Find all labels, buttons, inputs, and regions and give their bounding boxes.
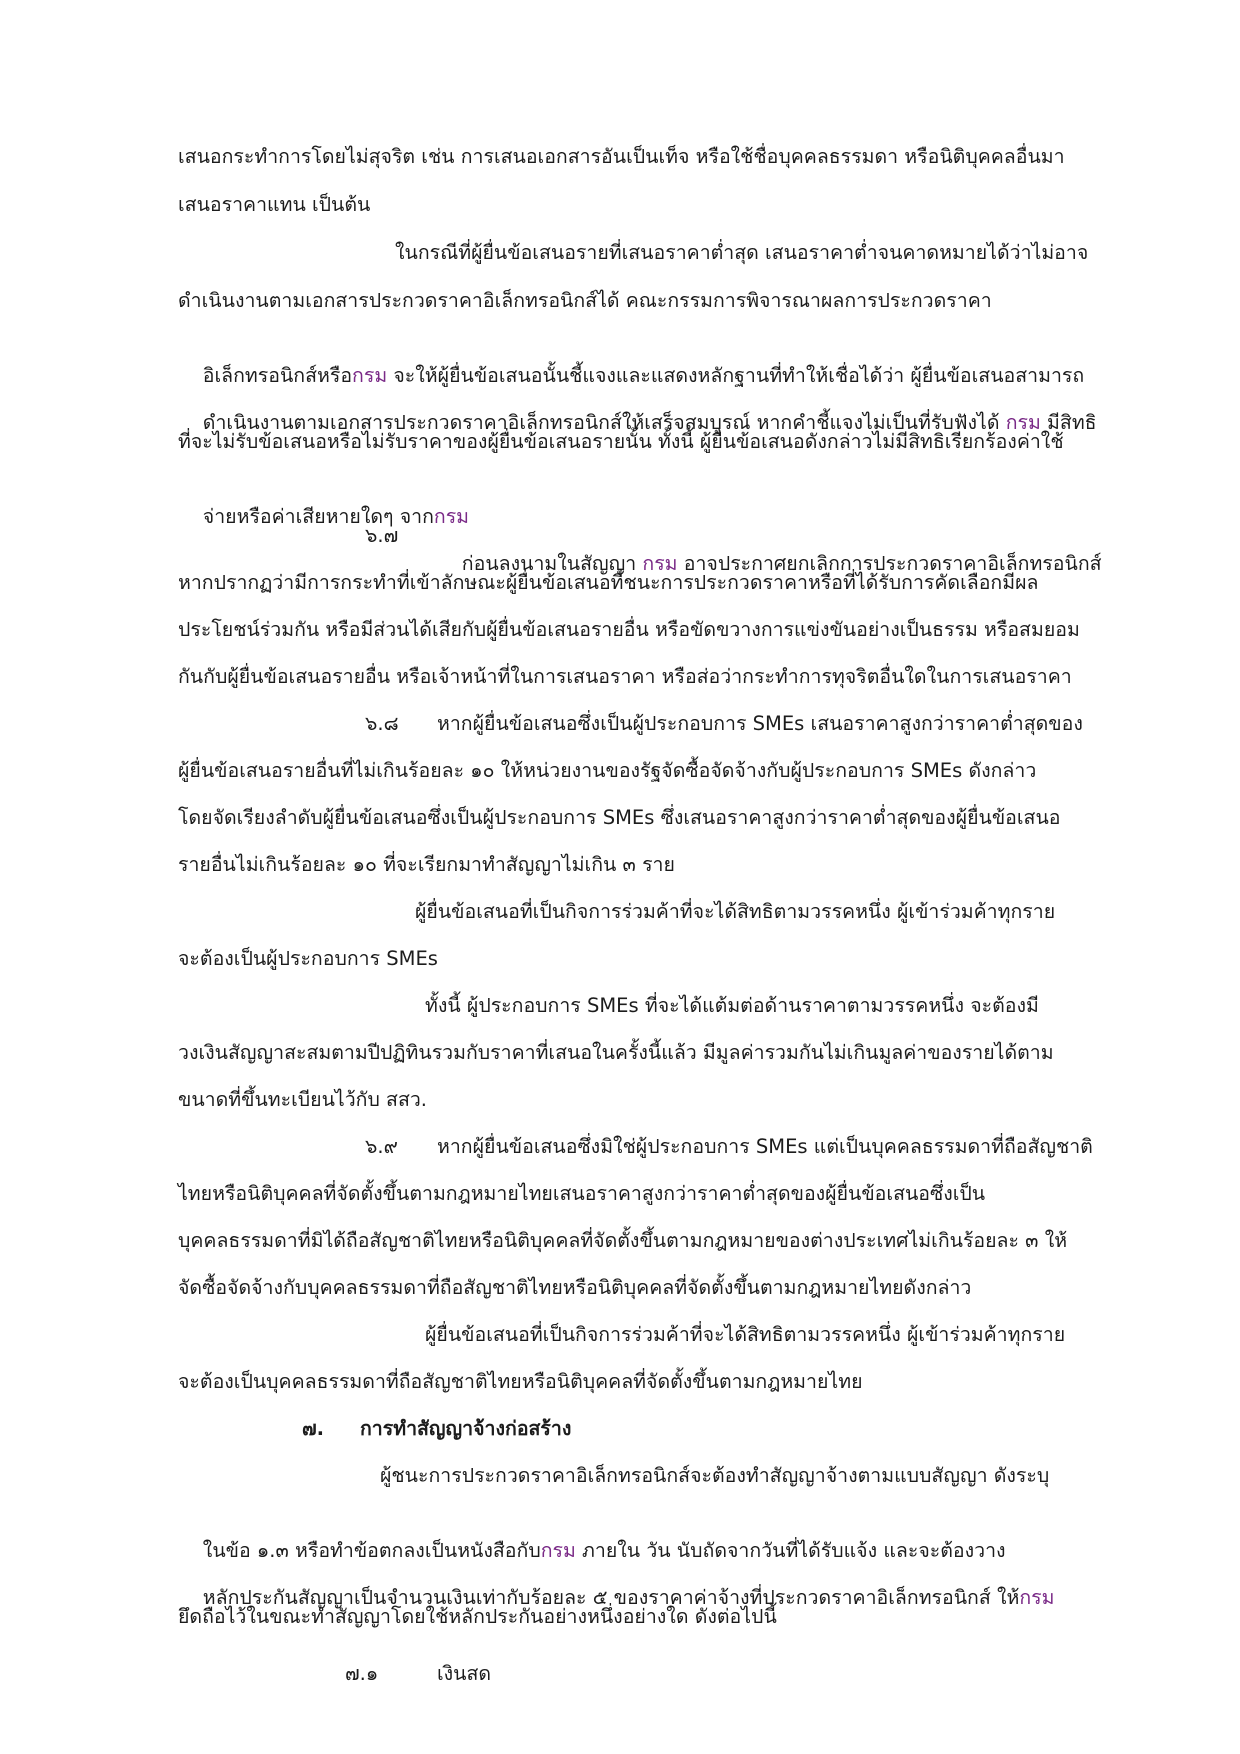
text-line [437, 522, 1117, 575]
section-number: ๖.๘ [365, 712, 399, 735]
text-line: โดยจัดเรียงลำดับผู้ยื่นข้อเสนอซึ่งเป็นผู้ประกอบการ SMEs ซึ่งเสนอราคาสูงกว่าราคาต่ำสุดของผู้ยื่นข้อเสนอ [178, 806, 1061, 829]
text-line: บุคคลธรรมดาที่มิได้ถือสัญชาติไทยหรือนิติบุคคลที่จัดตั้งขึ้นตามกฎหมายของต่างประเทศไม่เกินร้อยละ ๓ ให้ [178, 1229, 1068, 1252]
text-segment: อิเล็กทรอนิกส์หรือ [202, 364, 353, 387]
text-segment: จ่ายหรือค่าเสียหายใดๆ จาก [202, 505, 434, 528]
text-line: หากผู้ยื่นข้อเสนอซึ่งมิใช่ผู้ประกอบการ SMEs แต่เป็นบุคคลธรรมดาที่ถือสัญชาติ [437, 1135, 1093, 1158]
section-number: ๖.๙ [365, 1135, 398, 1158]
text-line: ไทยหรือนิติบุคคลที่จัดตั้งขึ้นตามกฎหมายไทยเสนอราคาสูงกว่าราคาต่ำสุดของผู้ยื่นข้อเสนอซึ่งเป็น [178, 1182, 986, 1205]
department-term: กรม [433, 505, 470, 528]
text-line: ในกรณีที่ผู้ยื่นข้อเสนอรายที่เสนอราคาต่ำสุด เสนอราคาต่ำจนคาดหมายได้ว่าไม่อาจ [395, 241, 1089, 264]
text-line: ยึดถือไว้ในขณะทำสัญญาโดยใช้หลักประกันอย่างหนึ่งอย่างใด ดังต่อไปนี้ [178, 1605, 777, 1628]
text-line: ที่จะไม่รับข้อเสนอหรือไม่รับราคาของผู้ยื่นข้อเสนอรายนั้น ทั้งนี้ ผู้ยื่นข้อเสนอดังกล่าวไม่มีสิทธิเรียกร้องค่าใช้ [178, 430, 1064, 453]
text-segment: ดำเนินงานตามเอกสารประกวดราคาอิเล็กทรอนิกส์ให้เสร็จสมบูรณ์ หากคำชี้แจงไม่เป็นที่รับฟังได้ [202, 411, 1006, 434]
department-term: กรม [1005, 411, 1041, 434]
text-line: เสนอราคาแทน เป็นต้น [178, 193, 371, 216]
text-line: วงเงินสัญญาสะสมตามปีปฏิทินรวมกับราคาที่เสนอในครั้งนี้แล้ว มีมูลค่ารวมกันไม่เกินมูลค่าของรายได้ตาม [178, 1041, 1054, 1064]
department-term: กรม [1019, 1586, 1055, 1609]
text-segment: ในข้อ ๑.๓ หรือทำข้อตกลงเป็นหนังสือกับ [202, 1539, 541, 1562]
text-line: ดำเนินงานตามเอกสารประกวดราคาอิเล็กทรอนิกส์ได้ คณะกรรมการพิจารณาผลการประกวดราคา [178, 289, 992, 312]
text-line: จัดซื้อจัดจ้างกับบุคคลธรรมดาที่ถือสัญชาติไทยหรือนิติบุคคลที่จัดตั้งขึ้นตามกฎหมายไทยดังกล่าว [178, 1276, 972, 1299]
text-segment: หลักประกันสัญญาเป็นจำนวนเงินเท่ากับร้อยละ ๕ ของราคาค่าจ้างที่ประกวดราคาอิเล็กทรอนิกส์ ให้ [202, 1586, 1020, 1609]
section-number: ๖.๗ [365, 524, 399, 547]
text-line: จะต้องเป็นผู้ประกอบการ SMEs [178, 947, 438, 970]
section-number: ๗. [302, 1417, 325, 1440]
text-line: เงินสด [437, 1662, 492, 1685]
text-segment: มีสิทธิ [1040, 411, 1097, 434]
text-line: หากปรากฏว่ามีการกระทำที่เข้าลักษณะผู้ยื่นข้อเสนอที่ชนะการประกวดราคาหรือที่ได้รับการคัดเลือกมีผล [178, 571, 1039, 594]
text-segment: อาจประกาศยกเลิกการประกวดราคาอิเล็กทรอนิกส์ [677, 552, 1102, 575]
text-segment: ภายใน วัน นับถัดจากวันที่ได้รับแจ้ง และจะต้องวาง [575, 1539, 1006, 1562]
text-line: ทั้งนี้ ผู้ประกอบการ SMEs ที่จะได้แต้มต่อด้านราคาตามวรรคหนึ่ง จะต้องมี [425, 994, 1039, 1017]
text-line: กันกับผู้ยื่นข้อเสนอรายอื่น หรือเจ้าหน้าที่ในการเสนอราคา หรือส่อว่ากระทำการทุจริตอื่นใดในการเสนอราคา [178, 665, 1072, 688]
text-line [178, 475, 1118, 528]
text-line: ประโยชน์ร่วมกัน หรือมีส่วนได้เสียกับผู้ยื่นข้อเสนอรายอื่น หรือขัดขวางการแข่งขันอย่างเป็นธรรม หรือสมยอม [178, 618, 1080, 641]
text-segment: ก่อนลงนามในสัญญา [461, 552, 643, 575]
text-line: ผู้ยื่นข้อเสนอที่เป็นกิจการร่วมค้าที่จะได้สิทธิตามวรรคหนึ่ง ผู้เข้าร่วมค้าทุกราย [425, 1323, 1066, 1346]
text-line [178, 1556, 1118, 1609]
department-term: กรม [352, 364, 388, 387]
department-term: กรม [540, 1539, 576, 1562]
text-line: เสนอกระทำการโดยไม่สุจริต เช่น การเสนอเอกสารอันเป็นเท็จ หรือใช้ชื่อบุคคลธรรมดา หรือนิติบุคคลอื่นมา [178, 145, 1065, 168]
section-heading: การทำสัญญาจ้างก่อสร้าง [360, 1417, 572, 1440]
text-line [178, 1509, 1118, 1562]
section-number: ๗.๑ [345, 1662, 379, 1685]
text-segment: จะให้ผู้ยื่นข้อเสนอนั้นชี้แจงและแสดงหลักฐานที่ทำให้เชื่อได้ว่า ผู้ยื่นข้อเสนอสามารถ [387, 364, 1085, 387]
text-line: รายอื่นไม่เกินร้อยละ ๑๐ ที่จะเรียกมาทำสัญญาไม่เกิน ๓ ราย [178, 853, 675, 876]
text-line [178, 334, 1118, 387]
department-term: กรม [642, 552, 678, 575]
text-line [178, 381, 1118, 434]
text-line: หากผู้ยื่นข้อเสนอซึ่งเป็นผู้ประกอบการ SMEs เสนอราคาสูงกว่าราคาต่ำสุดของ [437, 712, 1083, 735]
text-line: ขนาดที่ขึ้นทะเบียนไว้กับ สสว. [178, 1088, 428, 1111]
text-line: ผู้ยื่นข้อเสนอรายอื่นที่ไม่เกินร้อยละ ๑๐ ให้หน่วยงานของรัฐจัดซื้อจัดจ้างกับผู้ประกอบการ SMEs ดังกล่าว [178, 759, 1037, 782]
text-line: จะต้องเป็นบุคคลธรรมดาที่ถือสัญชาติไทยหรือนิติบุคคลที่จัดตั้งขึ้นตามกฎหมายไทย [178, 1370, 863, 1393]
text-line: ผู้ยื่นข้อเสนอที่เป็นกิจการร่วมค้าที่จะได้สิทธิตามวรรคหนึ่ง ผู้เข้าร่วมค้าทุกราย [415, 900, 1056, 923]
text-line: ผู้ชนะการประกวดราคาอิเล็กทรอนิกส์จะต้องทำสัญญาจ้างตามแบบสัญญา ดังระบุ [380, 1464, 1050, 1487]
